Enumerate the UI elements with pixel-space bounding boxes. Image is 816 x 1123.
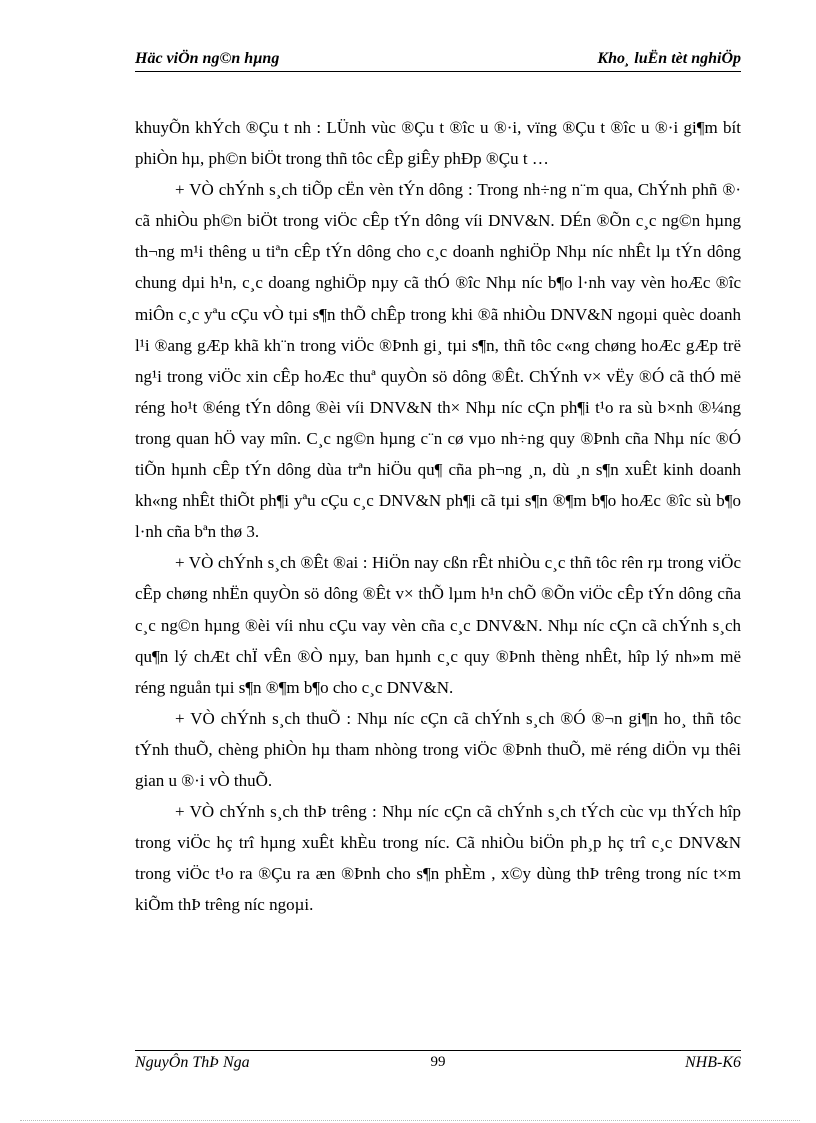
paragraph-tax-policy: + VÒ chÝnh s¸ch thuÕ : Nhµ níc cÇn cã chÝnh s¸ch ®Ó ®¬n gi¶n ho¸ thñ tôc tÝnh thuÕ, chèng phiÒn hµ tham nhòng trong viÖc ®Þnh thuÕ, më réng diÖn vµ thêi gian u ®·i vÒ thuÕ. <box>135 708 741 790</box>
page-header <box>135 50 741 72</box>
paragraph-credit-policy: + VÒ chÝnh s¸ch tiÕp cËn vèn tÝn dông : Trong nh÷ng n¨m qua, ChÝnh phñ ®· cã nhiÒu ph©n biÖt trong viÖc cÊp tÝn dông víi DNV&N. DÉn ®Õn c¸c ng©n hµng th¬ng m¹i thêng u tiªn cÊp tÝn dông cho c¸c doanh nghiÖp Nhµ níc nhÊt lµ tÝn dông chung dµi h¹n, c¸c doang nghiÖp nµy cã thÓ ®îc Nhµ níc b¶o l·nh vay vèn hoÆc ®îc miÔn c¸c yªu cÇu vÒ tµi s¶n thÕ chÊp trong khi ®ã nhiÒu DNV&N ngoµi quèc doanh l¹i ®ang gÆp khã kh¨n trong viÖc ®Þnh gi¸ tµi s¶n, thñ tôc c«ng chøng hoÆc gÆp trë ng¹i trong viÖc xin cÊp hoÆc thuª quyÒn sö dông ®Êt. ChÝnh v× vËy ®Ó cã thÓ më réng ho¹t ®éng tÝn dông ®èi víi DNV&N th× Nhµ níc cÇn ph¶i t¹o ra sù b×nh ®¼ng trong quan hÖ vay mîn. C¸c ng©n hµng c¨n cø vµo nh÷ng quy ®Þnh cña Nhµ níc ®Ó tiÕn hµnh cÊp tÝn dông dùa trªn hiÖu qu¶ cña ph¬ng ¸n, dù ¸n s¶n xuÊt kinh doanh kh«ng nhÊt thiÕt ph¶i yªu cÇu c¸c DNV&N ph¶i cã tµi s¶n ®¶m b¶o hoÆc ®îc sù b¶o l·nh cña bªn thø 3. <box>135 180 741 542</box>
page-number: 99 <box>430 1054 446 1070</box>
header-institution: Häc viÖn ng©n hµng <box>135 50 280 67</box>
header-divider <box>135 71 741 72</box>
footer-divider <box>135 1050 741 1051</box>
footer-class-code: NHB-K6 <box>685 1054 741 1071</box>
page-footer <box>135 1054 741 1076</box>
paragraph-land-policy: + VÒ chÝnh s¸ch ®Êt ®ai : HiÖn nay cßn rÊt nhiÒu c¸c thñ tôc rên rµ trong viÖc cÊp chøng nhËn quyÒn sö dông ®Êt v× thÕ lµm h¹n chÕ ®Õn viÖc cÊp tÝn dông cña c¸c ng©n hµng ®èi víi nhu cÇu vay vèn cña c¸c DNV&N. Nhµ níc cÇn cã chÝnh s¸ch qu¶n lý chÆt chÏ vÊn ®Ò nµy, ban hµnh c¸c quy ®Þnh thèng nhÊt, hîp lý nh»m më réng nguån tµi s¶n ®¶m b¶o cho c¸c DNV&N. <box>135 553 741 697</box>
header-document-type: Kho¸ luËn tèt nghiÖp <box>597 50 741 67</box>
footer-author: NguyÔn ThÞ Nga <box>135 1054 250 1071</box>
paragraph-continuation: khuyÕn khÝch ®Çu t nh : LÜnh vùc ®Çu t ®îc u ®·i, vïng ®Çu t ®îc u ®·i gi¶m bít phiÒn hµ, ph©n biÖt trong thñ tôc cÊp giÊy phÐp ®Çu t … <box>135 118 741 169</box>
paragraph-market-policy: + VÒ chÝnh s¸ch thÞ trêng : Nhµ níc cÇn cã chÝnh s¸ch tÝch cùc vµ thÝch hîp trong viÖc hç trî hµng xuÊt khÈu trong níc. Cã nhiÒu biÖn ph¸p hç trî c¸c DNV&N trong viÖc t¹o ra ®Çu ra æn ®Þnh cho s¶n phÈm , x©y dùng thÞ trêng trong níc t×m kiÕm thÞ trêng níc ngoµi. <box>135 802 741 915</box>
body-text <box>135 112 741 920</box>
page-bottom-edge <box>20 1120 800 1121</box>
